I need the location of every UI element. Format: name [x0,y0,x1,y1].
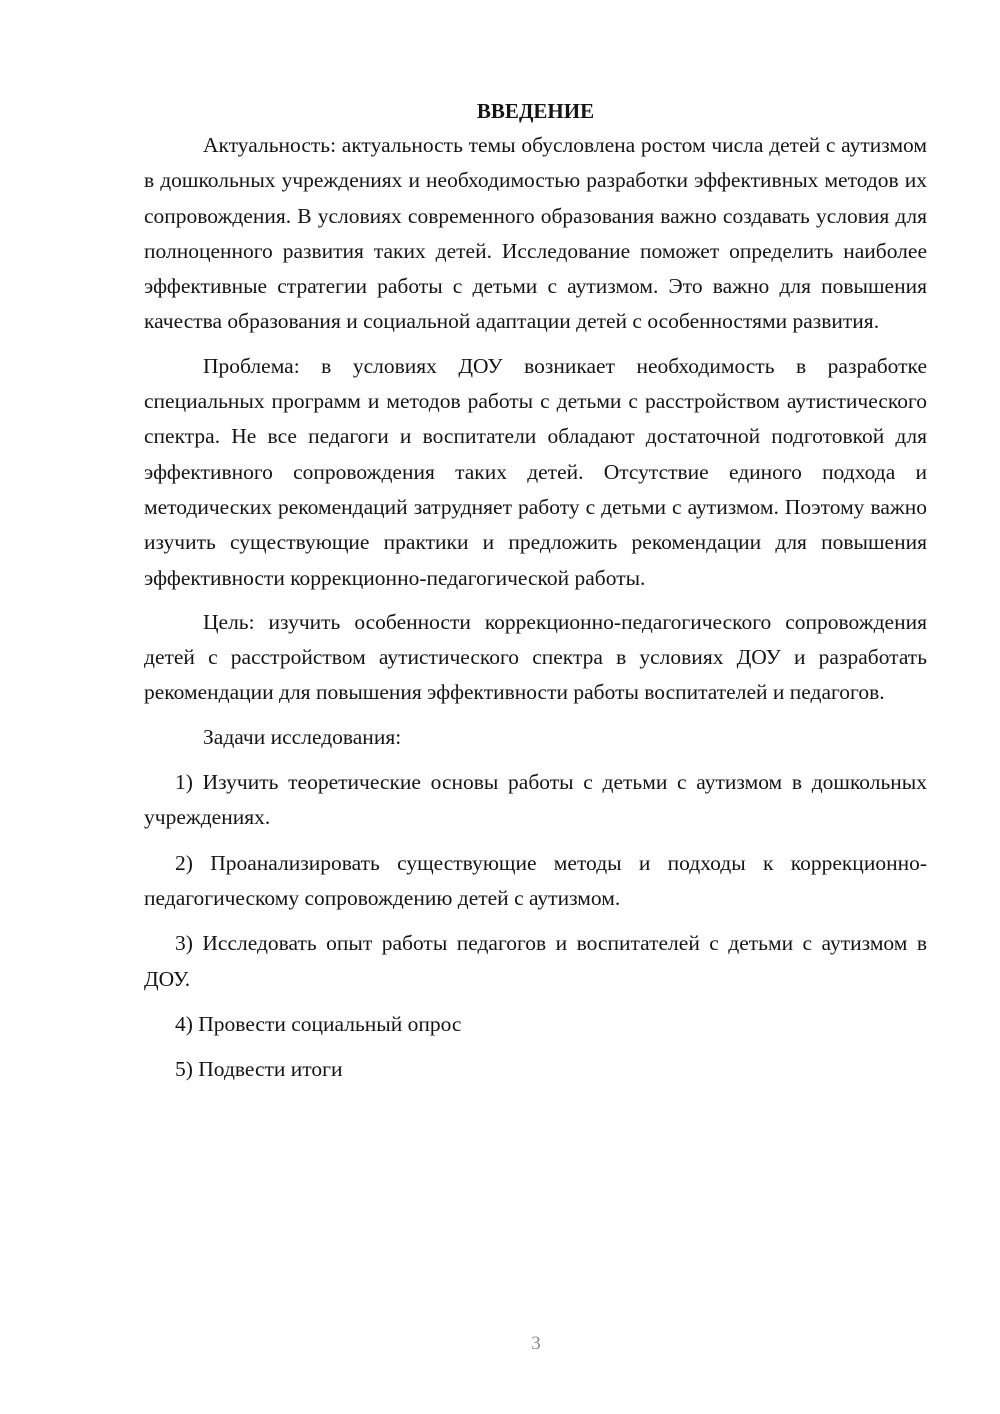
task-item-5: 5) Подвести итоги [175,1057,343,1082]
task-item-3: 3) Исследовать опыт работы педагогов и воспитателей с детьми с аутизмом в ДОУ. [144,931,927,991]
task-item-2: 2) Проанализировать существующие методы и подходы к коррекционно-педагогическому сопровождению детей с аутизмом. [144,850,927,910]
task-item-4: 4) Провести социальный опрос [175,1011,462,1036]
task-item-1: 1) Изучить теоретические основы работы с детьми с аутизмом в дошкольных учреждениях. [144,770,927,830]
goal-paragraph: Цель: изучить особенности коррекционно-педагогического сопровождения детей с расстройством аутистического спектра в условиях ДОУ и разработать рекомендации для повышения эффективности работы воспитателей и педагогов. [144,609,927,705]
section-heading: ВВЕДЕНИЕ [476,99,595,123]
tasks-title: Задачи исследования: [203,724,402,749]
page-number: 3 [531,1333,541,1354]
relevance-paragraph: Актуальность: актуальность темы обусловлена ростом числа детей с аутизмом в дошкольных учреждениях и необходимостью разработки эффективных методов их сопровождения. В условиях современного образования важно создавать условия для полноценного развития таких детей. Исследование поможет определить наиболее эффективные стратегии работы с детьми с аутизмом. Это важно для повышения качества образования и социальной адаптации детей с особенностями развития. [144,133,927,334]
page-content [144,96,927,1087]
problem-paragraph: Проблема: в условиях ДОУ возникает необходимость в разработке специальных программ и методов работы с детьми с расстройством аутистического спектра. Не все педагоги и воспитатели обладают достаточной подготовкой для эффективного сопровождения таких детей. Отсутствие единого подхода и методических рекомендаций затрудняет работу с детьми с аутизмом. Поэтому важно изучить существующие практики и предложить рекомендации для повышения эффективности коррекционно-педагогической работы. [144,353,927,590]
